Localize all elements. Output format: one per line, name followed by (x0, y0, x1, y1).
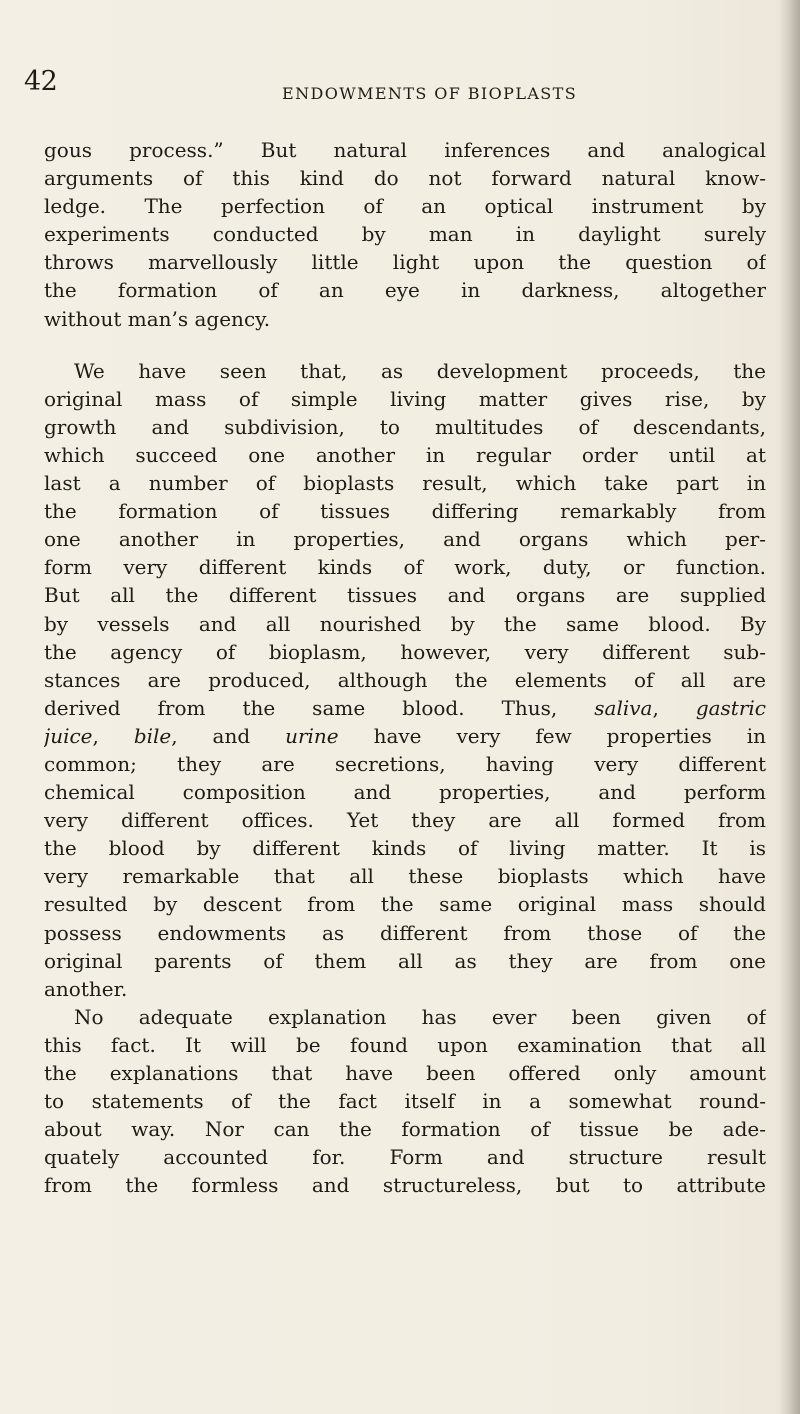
text-line: No adequate explanation has ever been given of (74, 1004, 766, 1029)
running-title: ENDOWMENTS OF BIOPLASTS (282, 84, 578, 103)
text-line: original mass of simple living matter gives rise, by (44, 386, 766, 411)
text-line: by vessels and all nourished by the same blood. By (44, 611, 766, 636)
text-line: chemical composition and properties, and perform (44, 780, 766, 805)
text-line: to statements of the fact itself in a somewhat round- (44, 1089, 766, 1114)
text-fragment: derived from the same blood. Thus, (44, 695, 595, 720)
text-line: resulted by descent from the same original mass should (44, 892, 766, 917)
text-line: very remarkable that all these bioplasts which have (44, 864, 766, 889)
text-line: about way. Nor can the formation of tissue be ade- (44, 1117, 766, 1142)
text-line: last a number of bioplasts result, which take part in (44, 471, 766, 496)
text-line: original parents of them all as they are from one (44, 948, 766, 973)
italic-term-juice: juice (44, 723, 93, 748)
italic-term-saliva: saliva (594, 695, 653, 720)
text-line: form very different kinds of work, duty, or function. (44, 555, 766, 580)
text-line: growth and subdivision, to multitudes of descendants, (44, 414, 766, 439)
text-line: possess endowments as different from those of the (44, 920, 766, 945)
italic-term-bile: bile (133, 723, 172, 748)
text-fragment: , and (171, 723, 286, 748)
italic-term-gastric: gastric (695, 695, 766, 720)
paragraph-2 (44, 357, 766, 1003)
body-text (44, 136, 766, 1199)
text-line: experiments conducted by man in daylight surely (44, 222, 766, 247)
text-line: the agency of bioplasm, however, very different sub- (44, 639, 766, 664)
text-line: this fact. It will be found upon examination that all (44, 1032, 766, 1057)
paragraph-gap (44, 333, 766, 357)
text-line: the blood by different kinds of living matter. It is (44, 836, 766, 861)
text-line: We have seen that, as development proceeds, the (74, 358, 766, 383)
text-line: arguments of this kind do not forward natural know- (44, 166, 766, 191)
text-fragment: , (652, 695, 696, 720)
text-line: stances are produced, although the elements of all are (44, 667, 766, 692)
text-line: ledge. The perfection of an optical instrument by (44, 194, 766, 219)
text-line (44, 722, 766, 750)
text-line: another. (44, 976, 128, 1001)
italic-term-urine: urine (285, 723, 339, 748)
page-edge-shadow (778, 0, 800, 1414)
text-line: very different offices. Yet they are all formed from (44, 808, 766, 833)
text-fragment: , (92, 723, 134, 748)
paragraph-3 (44, 1003, 766, 1200)
text-line: But all the different tissues and organs are supplied (44, 583, 766, 608)
text-line: common; they are secretions, having very different (44, 751, 766, 776)
text-line: the explanations that have been offered only amount (44, 1061, 766, 1085)
text-line: the formation of an eye in darkness, altogether (44, 278, 766, 303)
text-line: which succeed one another in regular order until at (44, 442, 766, 467)
page-number: 42 (24, 66, 58, 97)
paragraph-1 (44, 136, 766, 333)
text-line: without man’s agency. (44, 306, 271, 331)
text-line: the formation of tissues differing remarkably from (44, 499, 766, 524)
text-line: throws marvellously little light upon the question of (44, 250, 766, 275)
text-line: gous process.” But natural inferences and analogical (44, 138, 766, 162)
text-line: one another in properties, and organs which per- (44, 527, 766, 552)
text-line (44, 694, 766, 722)
text-line: from the formless and structureless, but to attribute (44, 1173, 766, 1198)
text-line: quately accounted for. Form and structure result (44, 1145, 766, 1170)
text-fragment: have very few properties in (338, 723, 766, 748)
